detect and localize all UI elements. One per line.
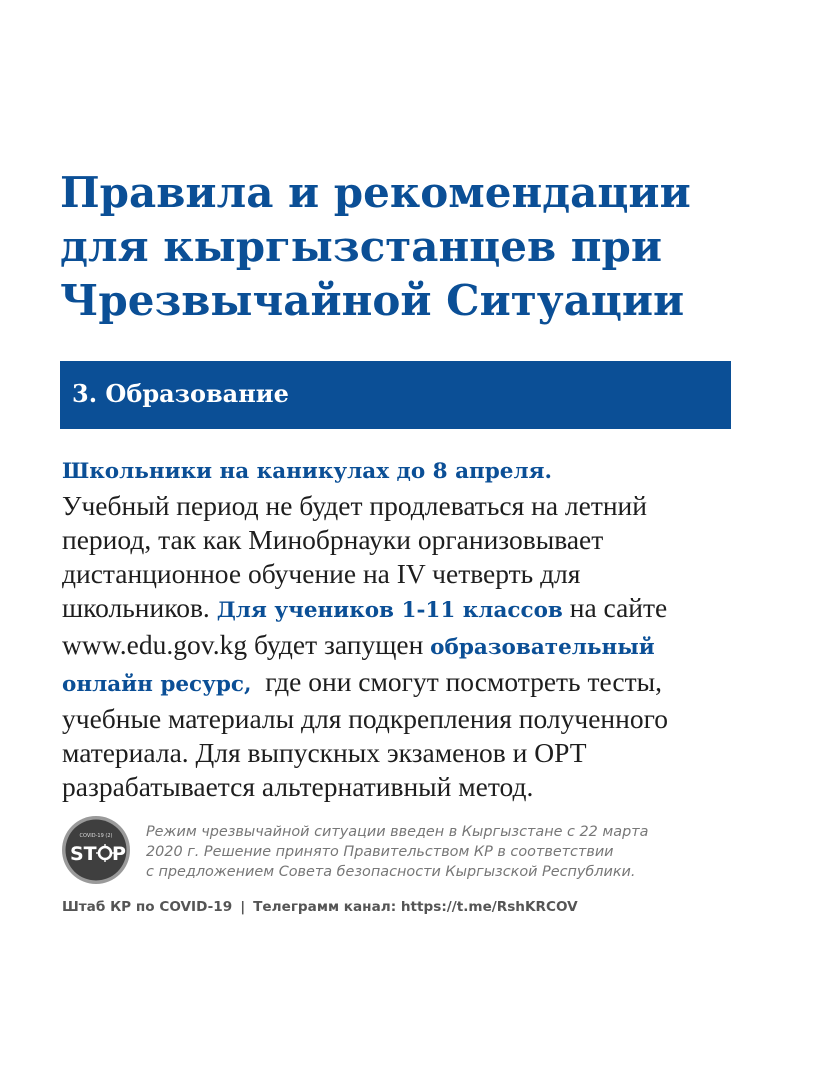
body-text-fragment: где они смогут посмотреть тесты, xyxy=(251,666,662,697)
highlight-students: Для учеников 1-11 классов xyxy=(216,598,563,623)
body-line: период, так как Минобрнауки организовывает xyxy=(62,524,604,555)
title-line: для кыргызстанцев при xyxy=(60,222,663,271)
footer-telegram-link[interactable]: Телеграмм канал: https://t.me/RshKRCOV xyxy=(253,899,578,915)
body-line xyxy=(62,628,762,665)
footer xyxy=(62,897,578,917)
title-line: Правила и рекомендации xyxy=(60,168,691,217)
footer-separator: | xyxy=(240,899,246,915)
body-line xyxy=(62,591,762,628)
body-line xyxy=(62,452,762,489)
body-line: Учебный период не будет продлеваться на летний xyxy=(62,490,647,521)
body-line: материала. Для выпускных экзаменов и ОРТ xyxy=(62,737,587,768)
title-line: Чрезвычайной Ситуации xyxy=(60,276,685,325)
highlight-educational: образовательный xyxy=(430,635,655,660)
notice-line: 2020 г. Решение принято Правительством КР в соответствии xyxy=(146,844,614,860)
logo-stop-right: P xyxy=(112,843,126,865)
notice-line: с предложением Совета безопасности Кыргызской Республики. xyxy=(146,864,636,880)
footer-headquarters: Штаб КР по COVID-19 xyxy=(62,899,233,915)
body-text-fragment: на сайте xyxy=(562,592,668,623)
body-paragraph xyxy=(62,452,762,804)
body-text-fragment: www.edu.gov.kg будет запущен xyxy=(62,629,431,660)
covid-stop-logo-icon xyxy=(61,815,131,885)
body-line: учебные материалы для подкрепления полученного xyxy=(62,703,668,734)
section-heading: 3. Образование xyxy=(72,379,289,408)
logo-stop-left: ST xyxy=(70,843,97,865)
page-title xyxy=(60,166,780,328)
notice-line: Режим чрезвычайной ситуации введен в Кыргызстане с 22 марта xyxy=(146,824,649,840)
emergency-notice xyxy=(146,822,746,882)
highlight-vacation: Школьники на каникулах до 8 апреля. xyxy=(62,459,553,484)
body-line: разрабатывается альтернативный метод. xyxy=(62,771,534,802)
body-line: дистанционное обучение на IV четверть для xyxy=(62,558,581,589)
highlight-online-resource: онлайн ресурс, xyxy=(62,672,252,697)
body-text-fragment: школьников. xyxy=(62,592,217,623)
section-header-bar xyxy=(60,361,731,429)
body-line xyxy=(62,665,762,702)
logo-small-text: COVID-19 (2) xyxy=(79,833,113,839)
